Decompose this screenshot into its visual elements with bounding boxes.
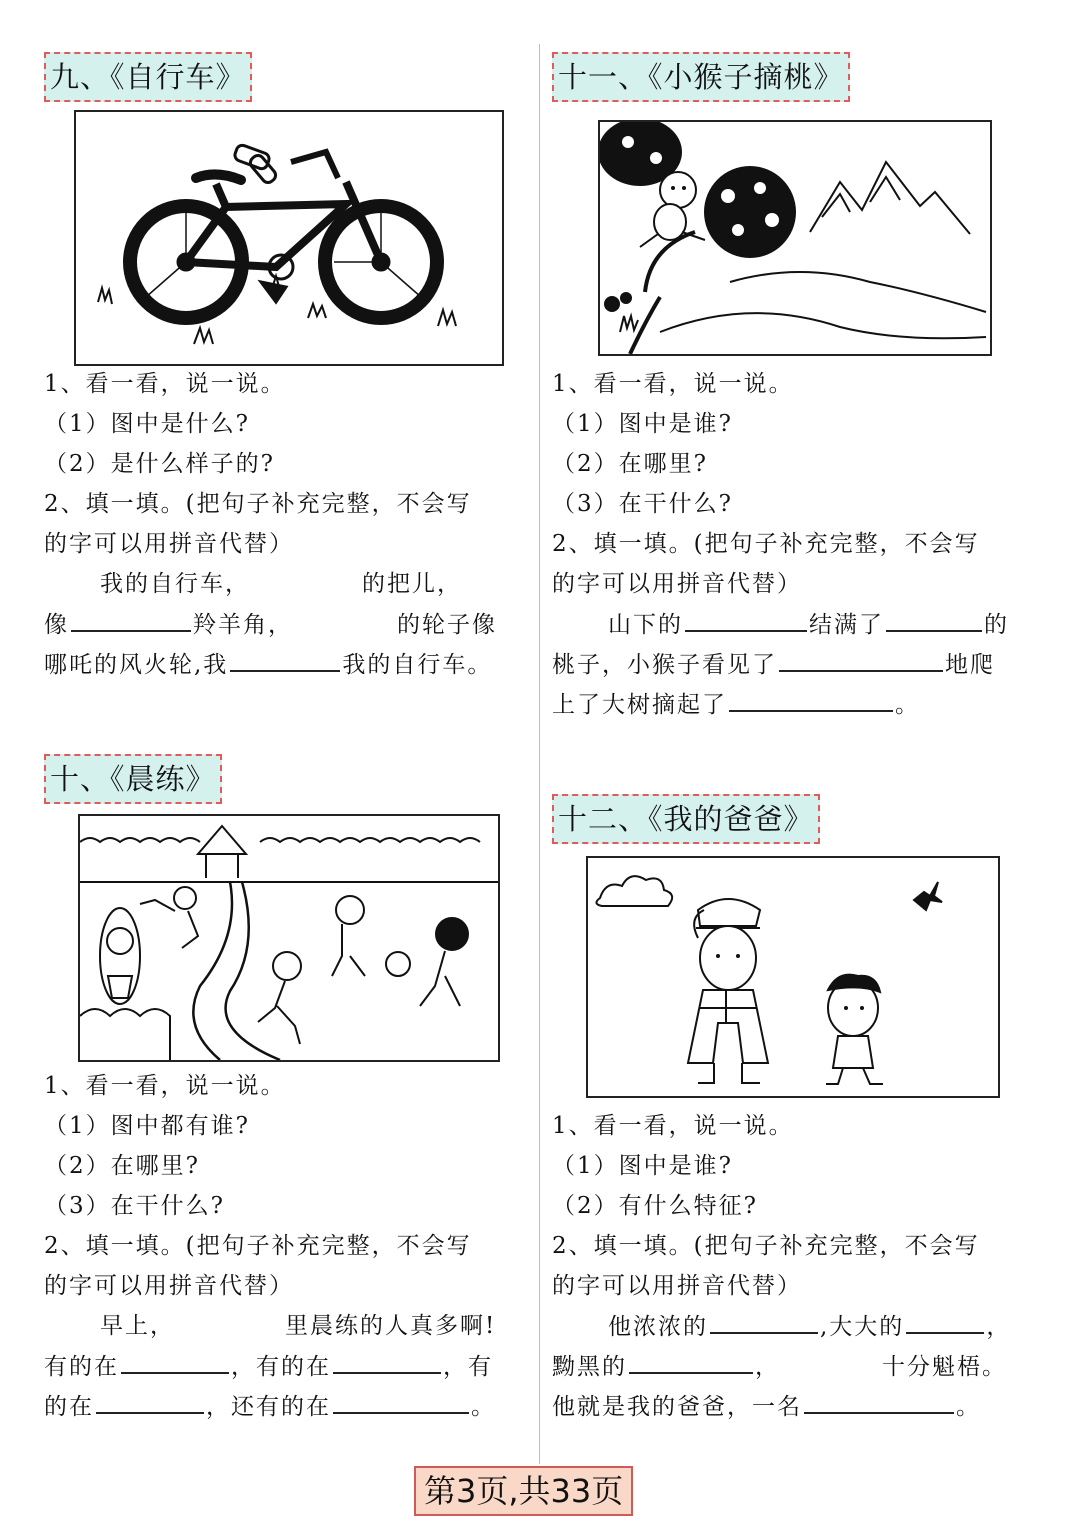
fill-line-3: [552, 1386, 981, 1426]
fill-text: 山下的: [608, 612, 683, 638]
sub-question-2: （2）在哪里?: [44, 1153, 200, 1179]
sub-question-3: （3）在干什么?: [552, 491, 733, 517]
answer-blank[interactable]: [333, 1346, 441, 1374]
fill-text: 早上，: [100, 1313, 175, 1339]
sub-question-1: （1）图中是谁?: [552, 1153, 733, 1179]
fill-line-2: [552, 644, 995, 684]
question-2-line1: 2、填一填。(把句子补充完整，不会写: [552, 1233, 980, 1259]
fill-text: ,大大的: [820, 1314, 905, 1340]
page-number: 第3页,共33页: [414, 1466, 633, 1516]
fill-text: 的: [984, 612, 1009, 638]
fill-line-2: [44, 1346, 493, 1386]
answer-blank[interactable]: [729, 684, 893, 712]
answer-blank[interactable]: [121, 1346, 229, 1374]
question-1: 1、看一看，说一说。: [552, 371, 794, 397]
answer-blank[interactable]: [685, 604, 807, 632]
fill-text: 桃子，小猴子看见了: [552, 652, 777, 678]
section-bicycle: [44, 52, 532, 692]
sub-question-2: （2）在哪里?: [552, 451, 708, 477]
answer-blank[interactable]: [906, 1306, 984, 1334]
question-2-line2: 的字可以用拼音代替）: [44, 531, 294, 557]
fill-text: 十分魁梧。: [882, 1354, 1007, 1380]
answer-blank[interactable]: [710, 1306, 818, 1334]
fill-text: 像: [44, 612, 69, 638]
fill-text: 我的自行车，: [100, 571, 250, 597]
section-my-father: [552, 794, 1040, 1434]
fill-text: 。: [471, 1394, 496, 1420]
fill-text: 。: [956, 1394, 981, 1420]
fill-text: ，有: [443, 1354, 493, 1380]
fill-text: 的把儿，: [362, 571, 462, 597]
fill-text: 他浓浓的: [608, 1314, 708, 1340]
sub-question-3: （3）在干什么?: [44, 1193, 225, 1219]
fill-text: 他就是我的爸爸，一名: [552, 1394, 802, 1420]
fill-text: 上了大树摘起了: [552, 692, 727, 718]
sub-question-2: （2）有什么特征?: [552, 1193, 758, 1219]
column-divider: [539, 44, 540, 1464]
fill-text: ，: [755, 1354, 780, 1380]
answer-blank[interactable]: [71, 604, 191, 632]
answer-blank[interactable]: [804, 1386, 954, 1414]
answer-blank[interactable]: [779, 644, 943, 672]
fill-line-2: [552, 1346, 1007, 1386]
question-2-line2: 的字可以用拼音代替）: [44, 1273, 294, 1299]
fill-text: ，还有的在: [206, 1394, 331, 1420]
morning-exercise-illustration: [78, 814, 500, 1062]
question-2-line1: 2、填一填。(把句子补充完整，不会写: [44, 491, 472, 517]
sub-question-1: （1）图中是谁?: [552, 411, 733, 437]
fill-text: 有的在: [44, 1354, 119, 1380]
sub-question-1: （1）图中都有谁?: [44, 1113, 250, 1139]
fill-line-3: [44, 644, 492, 684]
fill-text: 。: [895, 692, 920, 718]
section-title: 十一、《小猴子摘桃》: [552, 52, 850, 102]
monkey-illustration: [598, 120, 992, 356]
answer-blank[interactable]: [230, 644, 340, 672]
fill-text: 的在: [44, 1394, 94, 1420]
fill-text: 哪吒的风火轮,我: [44, 652, 229, 678]
question-2-line1: 2、填一填。(把句子补充完整，不会写: [44, 1233, 472, 1259]
section-title: 十、《晨练》: [44, 754, 222, 804]
section-title: 十二、《我的爸爸》: [552, 794, 820, 844]
fill-line-3: [552, 684, 920, 724]
fill-text: 羚羊角，: [193, 612, 293, 638]
fill-text: ，: [986, 1314, 1012, 1340]
question-2-line1: 2、填一填。(把句子补充完整，不会写: [552, 531, 980, 557]
fill-text: 地爬: [945, 652, 995, 678]
fill-line-3: [44, 1386, 496, 1426]
section-monkey-peaches: [552, 52, 1040, 732]
fill-line-1: [44, 564, 462, 604]
fill-text: ，有的在: [231, 1354, 331, 1380]
fill-text: 的轮子像: [397, 612, 497, 638]
question-1: 1、看一看，说一说。: [44, 371, 286, 397]
question-1: 1、看一看，说一说。: [552, 1113, 794, 1139]
section-morning-exercise: [44, 754, 532, 1434]
fill-text: 里晨练的人真多啊!: [285, 1313, 497, 1339]
bicycle-illustration: [74, 110, 504, 366]
answer-blank[interactable]: [96, 1386, 204, 1414]
question-1: 1、看一看，说一说。: [44, 1073, 286, 1099]
fill-text: 结满了: [809, 612, 884, 638]
answer-blank[interactable]: [333, 1386, 469, 1414]
fill-line-1: [44, 1306, 496, 1346]
answer-blank[interactable]: [629, 1346, 753, 1374]
fill-line-2: [44, 604, 497, 644]
father-illustration: [586, 856, 1000, 1098]
question-2-line2: 的字可以用拼音代替）: [552, 571, 802, 597]
fill-text: 黝黑的: [552, 1354, 627, 1380]
question-2-line2: 的字可以用拼音代替）: [552, 1273, 802, 1299]
fill-line-1: [552, 1306, 1011, 1346]
sub-question-2: （2）是什么样子的?: [44, 451, 275, 477]
sub-question-1: （1）图中是什么?: [44, 411, 250, 437]
fill-text: 我的自行车。: [342, 652, 493, 678]
fill-line-1: [552, 604, 1009, 644]
answer-blank[interactable]: [886, 604, 982, 632]
section-title: 九、《自行车》: [44, 52, 252, 102]
